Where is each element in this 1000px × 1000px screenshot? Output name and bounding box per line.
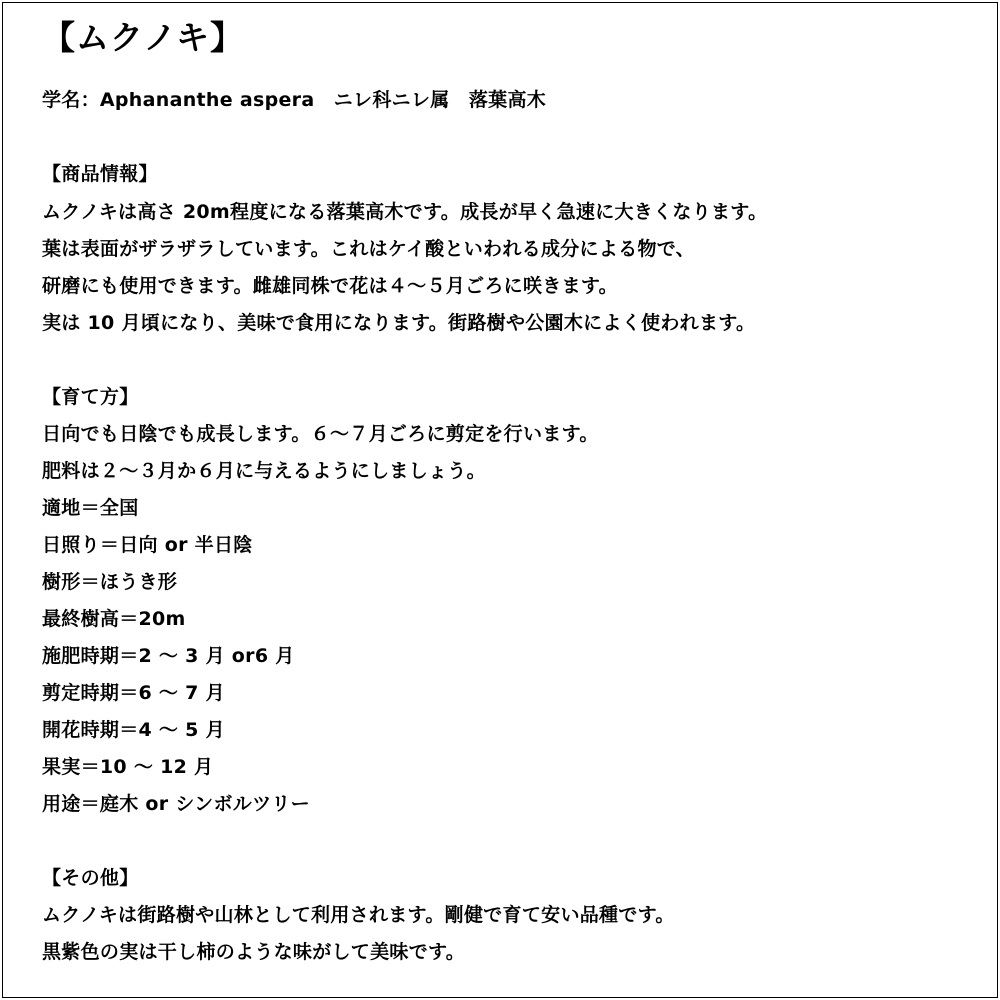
product-info-line: 実は 10 月頃になり、美味で食用になります。街路樹や公園木によく使われます。 (42, 312, 756, 334)
care-line: 日照り＝日向 or 半日陰 (42, 534, 253, 556)
care-line: 用途＝庭木 or シンボルツリー (42, 793, 310, 815)
care-line: 適地＝全国 (42, 497, 139, 519)
scientific-name: 学名：Aphananthe aspera ニレ科ニレ属 落葉高木 (42, 89, 547, 111)
section-heading-product-info: 【商品情報】 (42, 163, 158, 185)
other-line: 黒紫色の実は干し柿のような味がして美味です。 (42, 941, 466, 963)
section-heading-care: 【育て方】 (42, 386, 139, 408)
care-line: 施肥時期＝2 ～ 3 月 or6 月 (42, 645, 295, 667)
product-info-line: ムクノキは高さ 20m程度になる落葉高木です。成長が早く急速に大きくなります。 (42, 201, 768, 223)
other-line: ムクノキは街路樹や山林として利用されます。剛健で育て安い品種です。 (42, 904, 675, 926)
care-line: 最終樹高＝20m (42, 608, 186, 630)
page-frame (2, 2, 998, 998)
care-line: 果実＝10 ～ 12 月 (42, 756, 214, 778)
care-line: 肥料は２～３月か６月に与えるようにしましょう。 (42, 460, 486, 482)
care-line: 開花時期＝4 ～ 5 月 (42, 719, 225, 741)
product-info-line: 葉は表面がザラザラしています。これはケイ酸といわれる成分による物で、 (42, 238, 695, 260)
product-info-line: 研磨にも使用できます。雌雄同株で花は４～５月ごろに咲きます。 (42, 275, 618, 297)
care-line: 日向でも日陰でも成長します。６～７月ごろに剪定を行います。 (42, 423, 599, 445)
page-title: 【ムクノキ】 (42, 18, 245, 57)
section-heading-other: 【その他】 (42, 867, 139, 889)
care-line: 樹形＝ほうき形 (42, 571, 178, 593)
care-line: 剪定時期＝6 ～ 7 月 (42, 682, 225, 704)
